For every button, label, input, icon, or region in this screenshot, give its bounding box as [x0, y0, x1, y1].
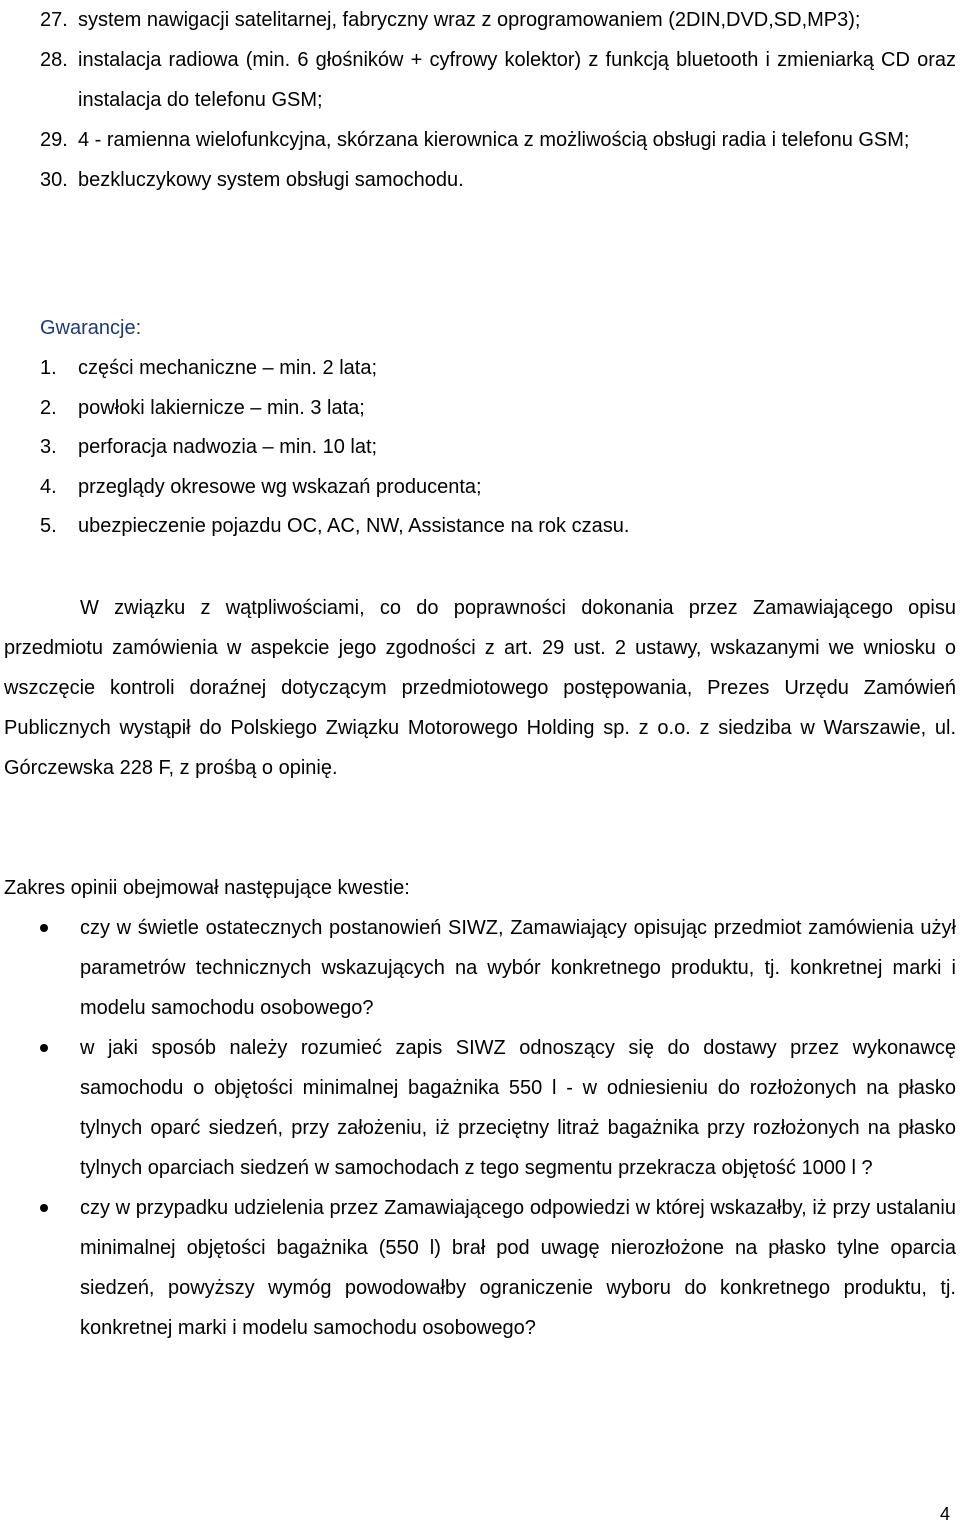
list-item-text: instalacja radiowa (min. 6 głośników + cyfrowy kolektor) z funkcją bluetooth i zmieniarką CD oraz instalacja do telefonu GSM; — [78, 49, 956, 111]
list-item-text: ubezpieczenie pojazdu OC, AC, NW, Assistance na rok czasu. — [78, 515, 630, 537]
guarantees-heading: Gwarancje: — [40, 317, 142, 339]
list-item — [40, 468, 940, 508]
guarantees-list — [40, 349, 940, 547]
list-item-number: 28. — [40, 49, 68, 71]
list-item-text: 4 - ramienna wielofunkcyjna, skórzana kierownica z możliwością obsługi radia i telefonu GSM; — [78, 129, 910, 151]
list-item-number: 30. — [40, 169, 68, 191]
list-item-text: czy w przypadku udzielenia przez Zamawiającego odpowiedzi w której wskazałby, iż przy ustalaniu minimalnej objętości bagażnika (550 l) brał pod uwagę nierozłożone na płasko tylne oparcia siedzeń, powyższy wymóg powodowałby ograniczenie wyboru do konkretnego produktu, tj. konkretnej marki i modelu samochodu osobowego? — [80, 1197, 956, 1339]
list-item-number: 3. — [40, 436, 57, 458]
list-item-text: części mechaniczne – min. 2 lata; — [78, 357, 378, 379]
list-item-text: system nawigacji satelitarnej, fabryczny wraz z oprogramowaniem (2DIN,DVD,SD,MP3); — [78, 9, 861, 31]
list-item — [40, 389, 940, 429]
list-item — [40, 507, 940, 547]
scope-questions-list — [0, 908, 956, 1348]
body-paragraph: W związku z wątpliwościami, co do poprawności dokonania przez Zamawiającego opisu przedmiotu zamówienia w aspekcie jego zgodności z art. 29 ust. 2 ustawy, wskazanymi we wniosku o wszczęcie kontroli doraźnej dotyczącym przedmiotowego postępowania, Prezes Urzędu Zamówień Publicznych wystąpił do Polskiego Związku Motorowego Holding sp. z o.o. z siedziba w Warszawie, ul. Górczewska 228 F, z prośbą o opinię. — [4, 597, 956, 779]
list-item-number: 4. — [40, 475, 57, 498]
list-item-number: 1. — [40, 357, 57, 379]
list-item-number: 5. — [40, 515, 57, 537]
list-item-text: perforacja nadwozia – min. 10 lat; — [78, 436, 378, 458]
list-item — [40, 0, 956, 40]
list-item-text: bezkluczykowy system obsługi samochodu. — [78, 169, 464, 191]
bullet-icon — [40, 1204, 48, 1212]
list-item-text: w jaki sposób należy rozumieć zapis SIWZ odnoszący się do dostawy przez wykonawcę samochodu o objętości minimalnej bagażnika 550 l - w odniesieniu do rozłożonych na płasko tylnych oparć siedzeń, przy założeniu, iż przeciętny litraż bagażnika przy rozłożonych na płasko tylnych oparciach siedzeń w samochodach z tego segmentu przekracza objętość 1000 l ? — [80, 1037, 956, 1179]
list-item — [0, 908, 956, 1028]
scope-intro: Zakres opinii obejmował następujące kwestie: — [4, 877, 410, 899]
list-item-text: powłoki lakiernicze – min. 3 lata; — [78, 396, 365, 419]
list-item — [40, 428, 940, 468]
list-item — [40, 349, 940, 389]
list-item-number: 2. — [40, 396, 57, 419]
list-item — [0, 1188, 956, 1348]
list-item — [40, 160, 956, 200]
bullet-icon — [40, 924, 48, 932]
list-item-text: przeglądy okresowe wg wskazań producenta; — [78, 475, 482, 498]
list-item-text: czy w świetle ostatecznych postanowień SIWZ, Zamawiający opisując przedmiot zamówienia użył parametrów technicznych wskazujących na wybór konkretnego produktu, tj. konkretnej marki i modelu samochodu osobowego? — [80, 917, 956, 1019]
equipment-list — [40, 0, 956, 200]
list-item-number: 27. — [40, 9, 68, 31]
list-item — [40, 40, 956, 120]
list-item-number: 29. — [40, 129, 68, 151]
list-item — [0, 1028, 956, 1188]
page-number: 4 — [940, 1504, 951, 1524]
list-item — [40, 120, 956, 160]
bullet-icon — [40, 1044, 48, 1052]
